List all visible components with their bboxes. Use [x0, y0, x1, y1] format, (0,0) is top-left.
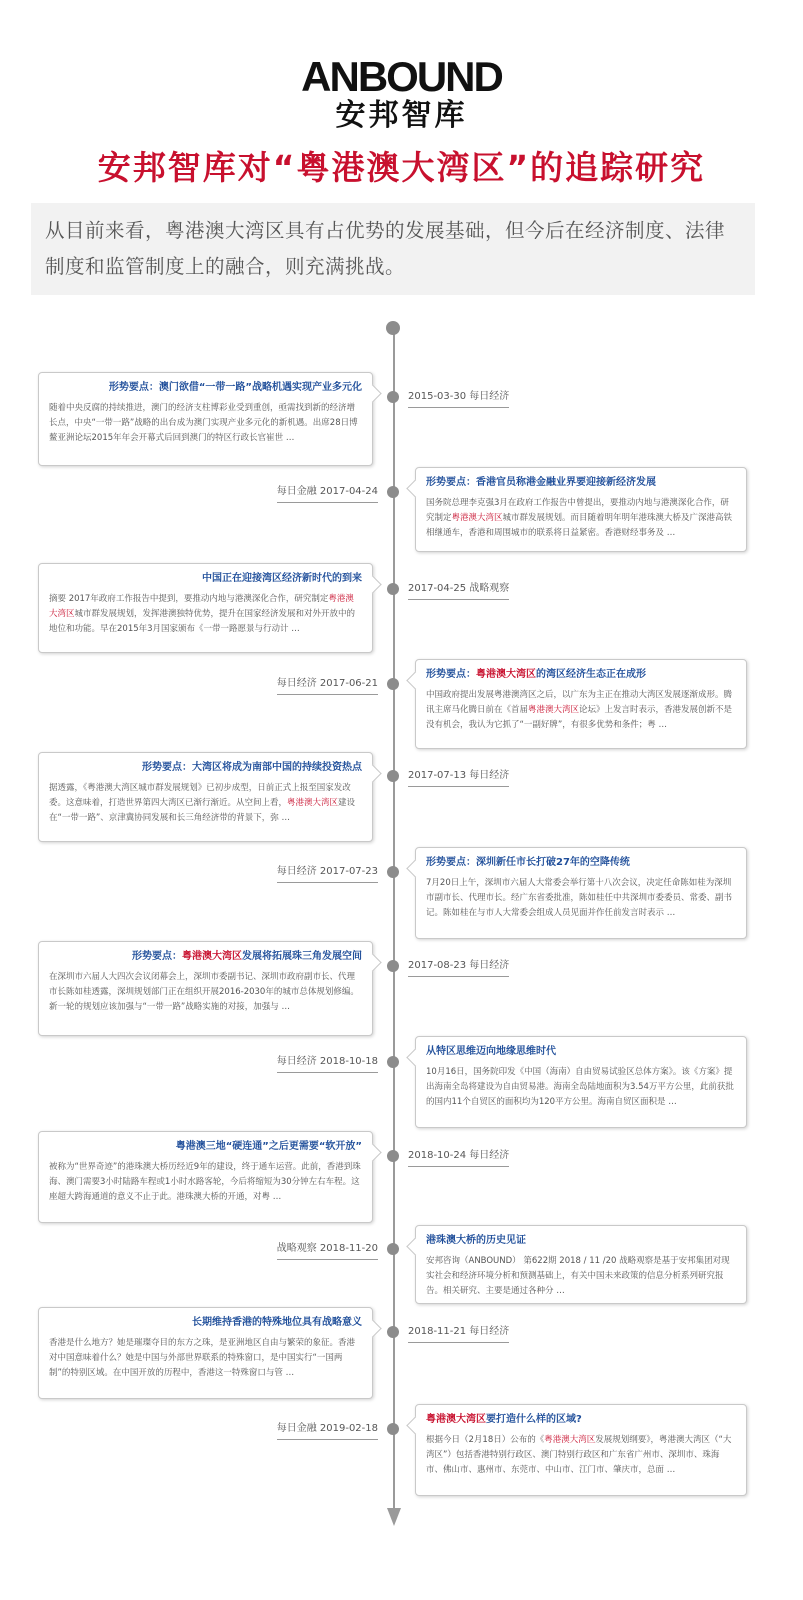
page-title: 安邦智库对“粤港澳大湾区”的追踪研究 — [97, 148, 706, 187]
timeline-dot — [387, 486, 399, 498]
article-card[interactable] — [38, 752, 373, 842]
card-excerpt: 根据今日（2月18日）公布的《粤港澳大湾区发展规划纲要》，粤港澳大湾区（“大湾区”）包括香港特别行政区、澳门特别行政区和广东省广州市、深圳市、珠海市、佛山市、惠州市、东莞市、中山市、江门市、肇庆市，总面 … — [426, 1435, 732, 1475]
card-excerpt: 摘要 2017年政府工作报告中提到，要推动内地与港澳深化合作，研究制定粤港澳大湾区城市群发展规划，发挥港澳独特优势，提升在国家经济发展和对外开放中的地位和功能。早在2015年3月国家颁布《一带一路愿景与行动计 … — [49, 594, 356, 634]
card-title[interactable]: 长期维持香港的特殊地位具有战略意义 — [192, 1317, 362, 1328]
card-excerpt: 中国政府提出发展粤港澳湾区之后，以广东为主正在推动大湾区发展逐渐成形。腾讯主席马化腾日前在《首届粤港澳大湾区论坛》上发言时表示，香港发展创新不是没有机会，我认为它抓了“一副好牌”，有很多优势和条件；粤 … — [426, 690, 733, 730]
article-card[interactable] — [415, 1404, 747, 1496]
card-title[interactable]: 粤港澳三地“硬连通”之后更需要“软开放” — [175, 1141, 362, 1152]
card-title[interactable]: 港珠澳大桥的历史见证 — [426, 1235, 526, 1246]
card-excerpt: 在深圳市六届人大四次会议闭幕会上，深圳市委副书记、深圳市政府副市长、代理市长陈如桂透露，深圳规划部门正在组织开展2016-2030年的城市总体规划修编。新一轮的规划应该加强与“一带一路”战略实施的对接，加强与 … — [49, 972, 359, 1012]
card-title[interactable]: 粤港澳大湾区要打造什么样的区域? — [426, 1414, 582, 1425]
timeline-dot — [387, 960, 399, 972]
entry-date: 每日经济 2018-10-18 — [277, 1056, 378, 1068]
summary-box: 从目前来看，粤港澳大湾区具有占优势的发展基础，但今后在经济制度、法律制度和监管制度上的融合，则充满挑战。 — [31, 203, 755, 295]
entry-date: 2017-04-25 战略观察 — [408, 583, 509, 595]
article-card[interactable] — [415, 1036, 747, 1128]
timeline-line — [393, 328, 395, 1518]
card-excerpt: 国务院总理李克强3月在政府工作报告中曾提出，要推动内地与港澳深化合作，研究制定粤港澳大湾区城市群发展规划。而目随着明年明年港珠澳大桥及广深港高铁相继通车，香港和周围城市的联系将日益紧密。香港财经事务及 … — [426, 498, 733, 538]
card-excerpt: 随着中央反腐的持续推进，澳门的经济支柱博彩业受到重创，亟需找到新的经济增长点，中央“一带一路”战略的出台成为澳门实现产业多元化的新机遇。出席28日博鳌亚洲论坛2015年年会开幕式后回到澳门的特区行政长官崔世 … — [49, 403, 358, 443]
card-excerpt: 据透露，《粤港澳大湾区城市群发展规划》已初步成型，日前正式上报至国家发改委。这意味着，打造世界第四大湾区已渐行渐近。从空间上看，粤港澳大湾区建设在“一带一路”、京津冀协同发展和长三角经济带的背景下，弥 … — [49, 783, 356, 823]
entry-date: 2017-07-13 每日经济 — [408, 770, 509, 782]
card-excerpt: 10月16日，国务院印发《中国（海南）自由贸易试验区总体方案》。该《方案》提出海南全岛将建设为自由贸易港。海南全岛陆地面积为3.54万平方公里，此前获批的国内11个自贸区的面积均为120平方公里。海南自贸区面积是 … — [426, 1067, 734, 1107]
anbound-logo: ANBOUND — [301, 53, 502, 100]
timeline-dot — [387, 1150, 399, 1162]
entry-date: 每日金融 2017-04-24 — [277, 486, 378, 498]
article-card[interactable] — [38, 941, 373, 1036]
card-title[interactable]: 形势要点：粤港澳大湾区的湾区经济生态正在成形 — [426, 669, 646, 680]
card-title[interactable]: 形势要点：澳门欲借“一带一路”战略机遇实现产业多元化 — [108, 382, 362, 393]
timeline-dot — [387, 1326, 399, 1338]
entry-date: 2015-03-30 每日经济 — [408, 391, 509, 403]
card-title[interactable]: 形势要点：香港官员称港金融业界要迎接新经济发展 — [426, 477, 656, 488]
card-title[interactable]: 中国正在迎接湾区经济新时代的到来 — [202, 573, 362, 584]
entry-date: 2018-11-21 每日经济 — [408, 1326, 509, 1338]
timeline-dot — [387, 770, 399, 782]
timeline-start-dot — [386, 321, 400, 335]
timeline-dot — [387, 1243, 399, 1255]
card-excerpt: 7月20日上午，深圳市六届人大常委会举行第十八次会议，决定任命陈如桂为深圳市副市长、代理市长。经广东省委批准，陈如桂任中共深圳市委委员、常委、副书记。陈如桂在与市人大常委会组成人员见面并作任前发言时表示 … — [426, 878, 733, 918]
timeline-dot — [387, 678, 399, 690]
timeline-arrow-icon — [387, 1508, 401, 1526]
card-title[interactable]: 形势要点：深圳新任市长打破27年的空降传统 — [426, 857, 630, 868]
article-card[interactable] — [415, 847, 747, 939]
article-card[interactable] — [415, 1225, 747, 1304]
card-title[interactable]: 形势要点：大湾区将成为南部中国的持续投资热点 — [142, 762, 362, 773]
entry-date: 2017-08-23 每日经济 — [408, 960, 509, 972]
entry-date: 战略观察 2018-11-20 — [277, 1243, 378, 1255]
entry-date: 每日经济 2017-07-23 — [277, 866, 378, 878]
article-card[interactable] — [415, 659, 747, 749]
card-excerpt: 安邦咨询（ANBOUND） 第622期 2018 / 11 /20 战略观察是基于安邦集团对现实社会和经济环境分析和预测基础上，有关中国未来政策的信息分析系列研究报告。相关研究、主要是通过各种分 … — [426, 1256, 730, 1296]
timeline-dot — [387, 583, 399, 595]
article-card[interactable] — [38, 372, 373, 466]
article-card[interactable] — [38, 1307, 373, 1399]
timeline-dot — [387, 1423, 399, 1435]
timeline-dot — [387, 391, 399, 403]
card-excerpt: 香港是什么地方？她是璀璨夺目的东方之珠，是亚洲地区自由与繁荣的象征。香港对中国意味着什么？她是中国与外部世界联系的特殊窗口，是中国实行“一国两制”的特别区域。在中国开放的历程中，香港这一特殊窗口与管 … — [49, 1338, 356, 1378]
card-title[interactable]: 形势要点：粤港澳大湾区发展将拓展珠三角发展空间 — [132, 951, 362, 962]
entry-date: 每日经济 2017-06-21 — [277, 678, 378, 690]
entry-date: 2018-10-24 每日经济 — [408, 1150, 509, 1162]
timeline-dot — [387, 1056, 399, 1068]
article-card[interactable] — [38, 1131, 373, 1223]
card-title[interactable]: 从特区思维迈向地缘思维时代 — [426, 1046, 556, 1057]
card-excerpt: 被称为“世界奇迹”的港珠澳大桥历经近9年的建设，终于通车运营。此前，香港到珠海、澳门需要3小时陆路车程或1小时水路客轮，今后将缩短为30分钟左右车程。这座超大跨海通道的意义不止于此。港珠澳大桥的开通，对粤 … — [49, 1162, 361, 1202]
timeline-dot — [387, 866, 399, 878]
logo-chinese-name: 安邦智库 — [335, 98, 468, 133]
article-card[interactable] — [38, 563, 373, 653]
article-card[interactable] — [415, 467, 747, 552]
entry-date: 每日金融 2019-02-18 — [277, 1423, 378, 1435]
